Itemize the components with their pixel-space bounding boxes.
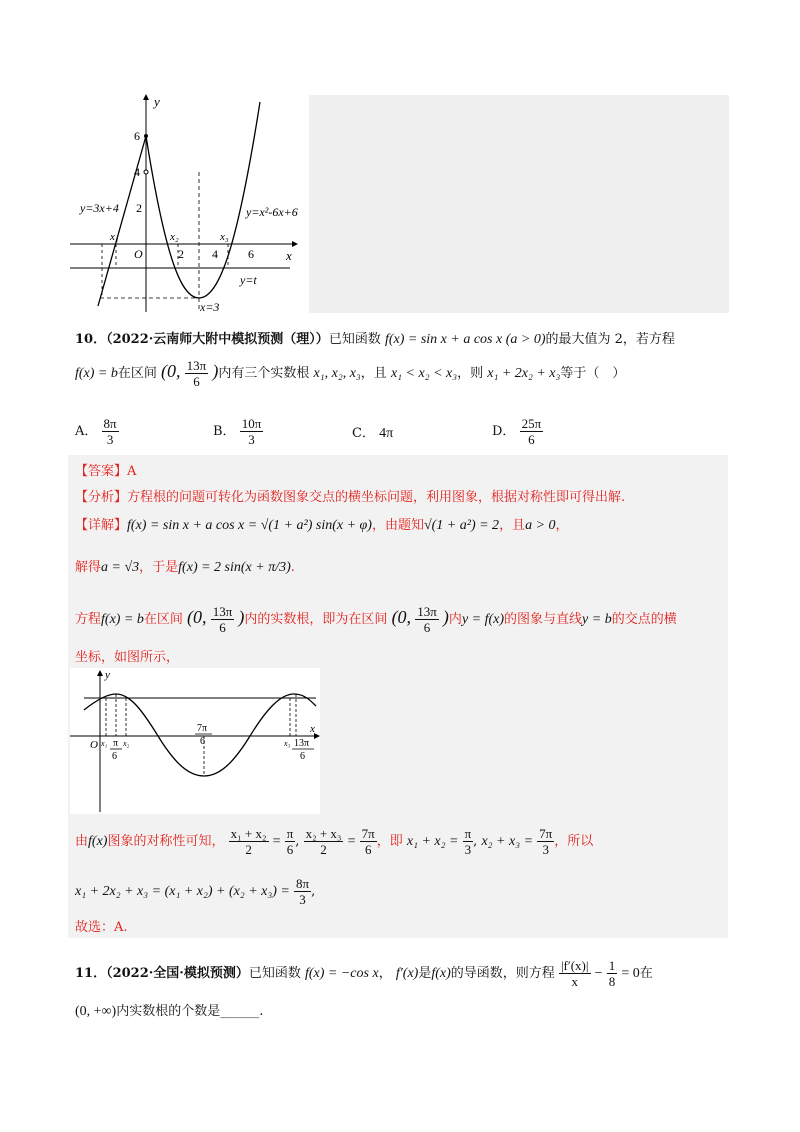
q10-text: ，则 [457, 366, 484, 381]
svg-text:x₂: x₂ [123, 739, 130, 748]
graph-sine [70, 668, 320, 814]
q10-text: 的最大值为 2，若方程 [545, 332, 675, 347]
q11-line1: 11．（2022·全国·模拟预测）已知函数 f(x) = −cos x， f′(x)是f(x)的导函数，则方程 $\frac{|f'(x)|}{x}$ − $\frac{1}{8}$ = 0在 [75, 958, 653, 989]
q10-source: （2022·云南师大附中模拟预测（理）） [106, 332, 329, 347]
q10-order: x₁ < x₂ < x₃ [390, 366, 458, 381]
choose-line: 故选：A. [75, 920, 128, 935]
origin-label: O [134, 247, 143, 261]
svg-text:π: π [113, 738, 119, 749]
equation-line: 方程f(x) = b在区间 (0, $\frac{13\pi}{6}$ )内的实数根，即为在区间 (0, $\frac{13\pi}{6}$ )内y = f(x)的图象与直线y = b的交点的横 [75, 604, 677, 635]
svg-text:x₃: x₃ [284, 739, 291, 748]
equation-line-2: 坐标，如图所示， [75, 650, 180, 665]
tick-2: 2 [136, 201, 142, 215]
xtick-2: 2 [178, 247, 184, 261]
q10-text: 内有三个实数根 [218, 366, 310, 381]
line-label: y=3x+4 [80, 201, 119, 215]
q10-number: 10． [75, 332, 107, 347]
root-x2-label: x₂ [170, 231, 179, 243]
tick-6: 6 [134, 129, 140, 143]
graph-line-parabola [70, 92, 302, 314]
q10-text: 在区间 [117, 366, 157, 381]
detail-line: 【详解】f(x) = sin x + a cos x = √(1 + a²) sin(x + φ)，由题知√(1 + a²) = 2，且a > 0， [75, 518, 569, 533]
tick-4: 4 [134, 165, 140, 179]
xtick-4: 4 [212, 247, 218, 261]
blank-panel [309, 95, 729, 313]
q10-text: 等于（ ） [560, 366, 626, 381]
q11-source: （2022·全国·模拟预测） [106, 966, 249, 981]
symmetry-line: 由f(x)图象的对称性可知， $\frac{\text{x₁ + x₂}}{2}$ = $\frac{\pi}{6}$ , $\frac{\text{x₂ + x₃}}{2}$ = $\frac{7\pi}{6}$ ，即 x₁ + x₂ = $\frac{\pi}{3}$ , x₂ + x₃ = $\frac{7\pi}{3}$ ，所以 [75, 826, 594, 857]
svg-text:y: y [105, 669, 110, 681]
final-line: x₁ + 2x₂ + x₃ = (x₁ + x₂) + (x₂ + x₃) = $\frac{8\pi}{3}$ , [75, 876, 316, 907]
option-b[interactable]: B． $\frac{10\pi}{3}$ [213, 416, 262, 447]
svg-text:O: O [90, 739, 98, 751]
analysis-line: 【分析】方程根的问题可转化为函数图象交点的横坐标问题，利用图象，根据对称性即可得出解. [75, 490, 626, 505]
option-d[interactable]: D． $\frac{25\pi}{6}$ [492, 416, 542, 447]
root-x1-label: x₁ [110, 231, 119, 243]
q10-line2 [75, 358, 625, 389]
vline-label: x=3 [200, 300, 220, 314]
answer-line: 【答案】A [75, 464, 137, 479]
q10-function: f(x) = sin x + a cos x (a > 0) [384, 332, 546, 347]
parabola-label: y=x²-6x+6 [246, 205, 298, 219]
q10-text: 已知函数 [328, 332, 381, 347]
q10-roots: x₁, x₂, x₃ [313, 366, 361, 381]
q10-expression: x₁ + 2x₂ + x₃ [487, 366, 561, 381]
svg-text:x: x [310, 723, 315, 735]
interval-open: (0, [161, 361, 181, 381]
option-c[interactable]: C． 4π [352, 426, 394, 441]
q10-equation: f(x) = b [75, 366, 118, 381]
svg-text:7π: 7π [197, 723, 208, 734]
solve-line: 解得a = √3，于是f(x) = 2 sin(x + π/3). [75, 560, 295, 575]
root-x3-label: x₃ [220, 231, 229, 243]
q11-line2: (0, +∞)内实数根的个数是______. [75, 1004, 264, 1019]
option-a[interactable]: A． $\frac{8\pi}{3}$ [75, 416, 117, 447]
x-axis-label: x [286, 248, 292, 263]
svg-text:6: 6 [112, 751, 117, 762]
y-axis-label: y [154, 94, 160, 109]
q10-line1 [75, 328, 675, 348]
q10-text: ，且 [360, 366, 387, 381]
q11-number: 11． [75, 966, 107, 981]
xtick-6: 6 [248, 247, 254, 261]
interval-fraction: $\frac{13\pi}{6}$ [186, 358, 207, 389]
interval-close: ) [212, 361, 219, 381]
svg-text:6: 6 [200, 736, 205, 747]
svg-text:6: 6 [300, 751, 305, 762]
t-label: y=t [240, 273, 257, 287]
svg-text:13π: 13π [294, 738, 310, 749]
svg-text:x₁: x₁ [101, 739, 108, 748]
